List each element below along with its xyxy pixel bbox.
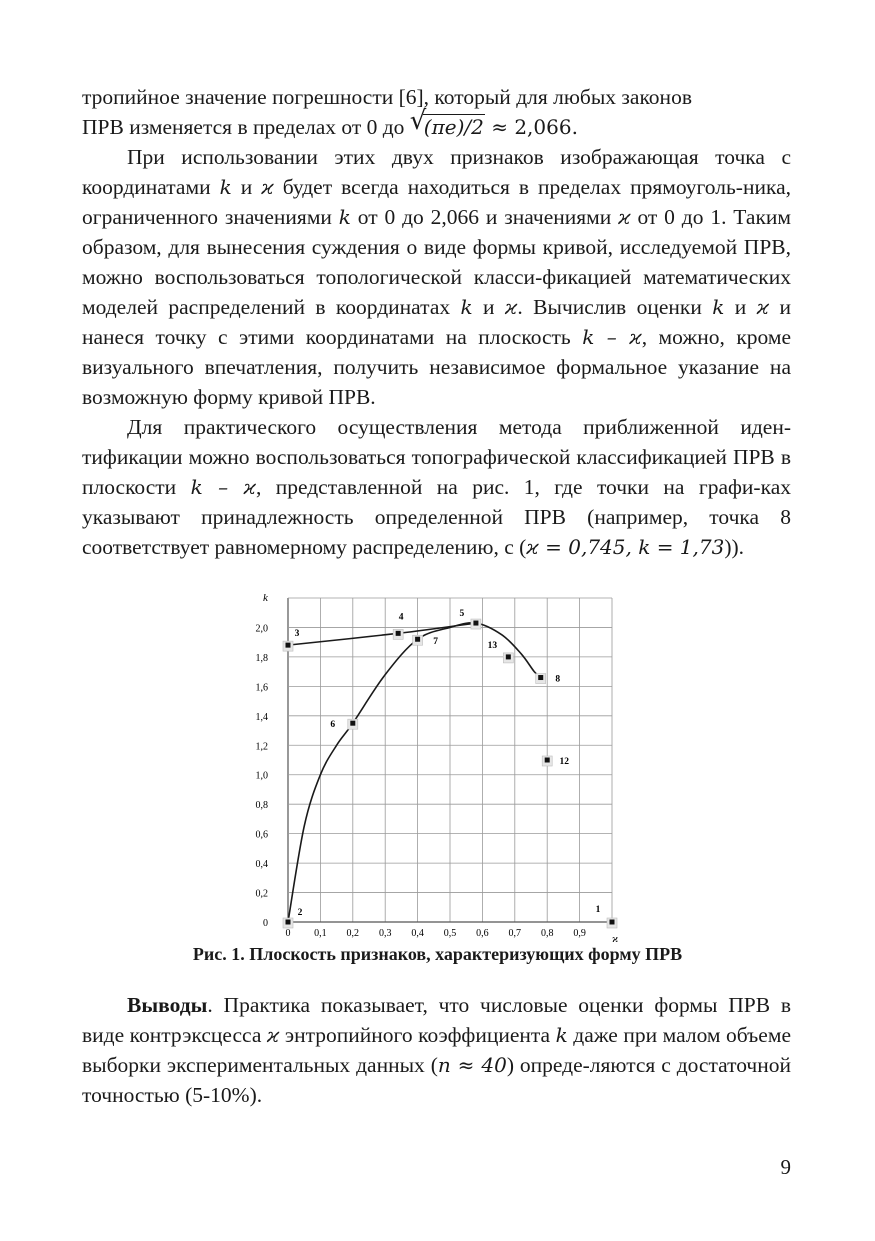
sqrt-radicand: (πe)/2 xyxy=(423,115,484,139)
figure-caption: Рис. 1. Плоскость признаков, характеризующих форму ПРВ xyxy=(192,944,683,964)
page-number: 9 xyxy=(780,1155,791,1179)
paragraph-1-line-1: тропийное значение погрешности [6], который для любых законов xyxy=(82,85,692,109)
x-tick-label: 0,4 xyxy=(411,928,424,939)
x-tick-label: 0 xyxy=(285,928,291,939)
point-label: 5 xyxy=(459,609,465,620)
conclusion-paragraph xyxy=(82,990,791,1110)
y-axis-label: k xyxy=(263,592,268,604)
point-label: 2 xyxy=(297,908,303,918)
point-label: 1 xyxy=(595,905,601,915)
point-marker xyxy=(286,643,291,648)
plane-expression: k – ϰ xyxy=(190,475,256,499)
point-label: 8 xyxy=(555,674,561,685)
y-tick-label: 2,0 xyxy=(255,623,268,635)
point-label: 12 xyxy=(559,757,569,767)
point-marker xyxy=(396,631,401,636)
uniform-equation: ϰ = 0,745, k = 1,73 xyxy=(526,535,725,559)
figure-1 xyxy=(250,590,630,950)
point-label: 4 xyxy=(398,612,404,623)
y-tick-label: 1,6 xyxy=(255,682,268,694)
plane-expression: k – ϰ xyxy=(582,325,642,349)
chart-ticks xyxy=(256,623,586,939)
approx-value: ≈ 2,066. xyxy=(484,115,578,139)
symbol-k: k xyxy=(219,175,232,199)
symbol-kappa: ϰ xyxy=(504,295,518,319)
sqrt-expression xyxy=(409,106,485,142)
symbol-kappa: ϰ xyxy=(261,175,274,199)
point-marker xyxy=(538,675,543,680)
y-tick-label: 0,8 xyxy=(255,800,268,812)
point-marker xyxy=(545,758,550,763)
p3-text: , представленной на рис. 1, где точки на графи-ках указывают принадлежность определенной ПРВ (например, точка 8 соответствует равномерному распределению, с ( xyxy=(82,475,791,559)
point-marker xyxy=(286,920,291,925)
paragraph-2 xyxy=(82,142,791,412)
x-tick-label: 0,3 xyxy=(378,928,392,939)
symbol-kappa: ϰ xyxy=(618,205,631,229)
x-tick-label: 0,6 xyxy=(476,928,489,939)
p2-text: При использовании этих двух признаков изображающая точка с координатами xyxy=(82,145,791,199)
x-axis-label: ϰ xyxy=(612,933,619,945)
p2-text: , можно, кроме визуального впечатления, получить независимое формальное указание на возможную форму кривой ПРВ. xyxy=(82,325,792,409)
paragraph-3 xyxy=(82,412,791,562)
point-label: 7 xyxy=(433,637,438,648)
p2-text: и xyxy=(472,295,505,319)
point-marker xyxy=(350,721,355,726)
point-label: 13 xyxy=(487,640,498,651)
page-body xyxy=(82,82,791,562)
p2-text: от 0 до 2,066 и значениями xyxy=(350,205,619,229)
x-tick-label: 0,5 xyxy=(443,928,457,939)
symbol-k: k xyxy=(555,1023,568,1047)
y-tick-label: 0,2 xyxy=(255,888,268,900)
chart-curve xyxy=(288,623,541,922)
symbol-k: k xyxy=(338,205,351,229)
conclusion-text: ) опреде-ляются с достаточной точностью (5-10%). xyxy=(82,1053,791,1107)
sample-size-expression: n ≈ 40 xyxy=(437,1053,507,1077)
conclusion-section xyxy=(82,990,791,1110)
point-label: 3 xyxy=(294,629,300,640)
p2-text: . Вычислив оценки xyxy=(517,295,713,319)
x-tick-label: 0,9 xyxy=(573,928,586,939)
symbol-kappa: ϰ xyxy=(756,295,770,319)
conclusion-text: . Практика показывает, что числовые оценки формы ПРВ в виде контрэксцесса xyxy=(82,993,791,1047)
y-tick-label: 0,4 xyxy=(255,859,268,871)
p3-text: )). xyxy=(724,535,745,559)
p2-text: и xyxy=(231,175,262,199)
chart-curves xyxy=(288,623,541,922)
point-label: 6 xyxy=(330,720,336,731)
x-tick-label: 0,2 xyxy=(346,928,360,939)
feature-plane-chart xyxy=(250,590,630,950)
conclusion-text: даже при малом объеме выборки экспериментальных данных ( xyxy=(82,1023,791,1077)
point-marker xyxy=(415,637,420,642)
chart-curve xyxy=(288,623,476,648)
symbol-k: k xyxy=(460,295,473,319)
conclusion-heading: Выводы xyxy=(127,993,208,1017)
p3-text: Для практического осуществления метода приближенной иден-тификации можно воспользоваться топографической классификацией ПРВ в плоскости xyxy=(82,415,791,499)
paragraph-1 xyxy=(82,82,791,142)
y-tick-label: 0,6 xyxy=(255,829,268,841)
y-tick-label: 1,4 xyxy=(255,711,268,723)
point-marker xyxy=(473,621,478,626)
conclusion-text: энтропийного коэффициента xyxy=(279,1023,556,1047)
p2-text: будет всегда находиться в пределах прямоуголь-ника, ограниченного значениями xyxy=(82,175,791,229)
paragraph-1-line-2: ПРВ изменяется в пределах от 0 до xyxy=(82,115,410,139)
point-marker xyxy=(506,654,511,659)
symbol-kappa: ϰ xyxy=(266,1023,280,1047)
y-tick-label: 1,0 xyxy=(255,770,268,782)
p2-text: от 0 до 1. Таким образом, для вынесения суждения о виде формы кривой, исследуемой ПРВ, можно воспользоваться топологической класси-фикацией математических моделей распределений в координатах xyxy=(82,205,792,319)
p2-text: и нанеся точку с этими координатами на плоскость xyxy=(82,295,791,349)
p2-text: и xyxy=(724,295,757,319)
x-tick-label: 0,1 xyxy=(314,928,327,939)
y-tick-label: 1,2 xyxy=(255,741,268,753)
symbol-k: k xyxy=(712,295,725,319)
x-tick-label: 0,7 xyxy=(508,928,522,939)
y-tick-label: 0 xyxy=(263,918,268,929)
x-tick-label: 0,8 xyxy=(540,928,554,939)
point-marker xyxy=(610,920,615,925)
y-tick-label: 1,8 xyxy=(255,652,268,664)
radical-sign: √ xyxy=(409,106,427,136)
